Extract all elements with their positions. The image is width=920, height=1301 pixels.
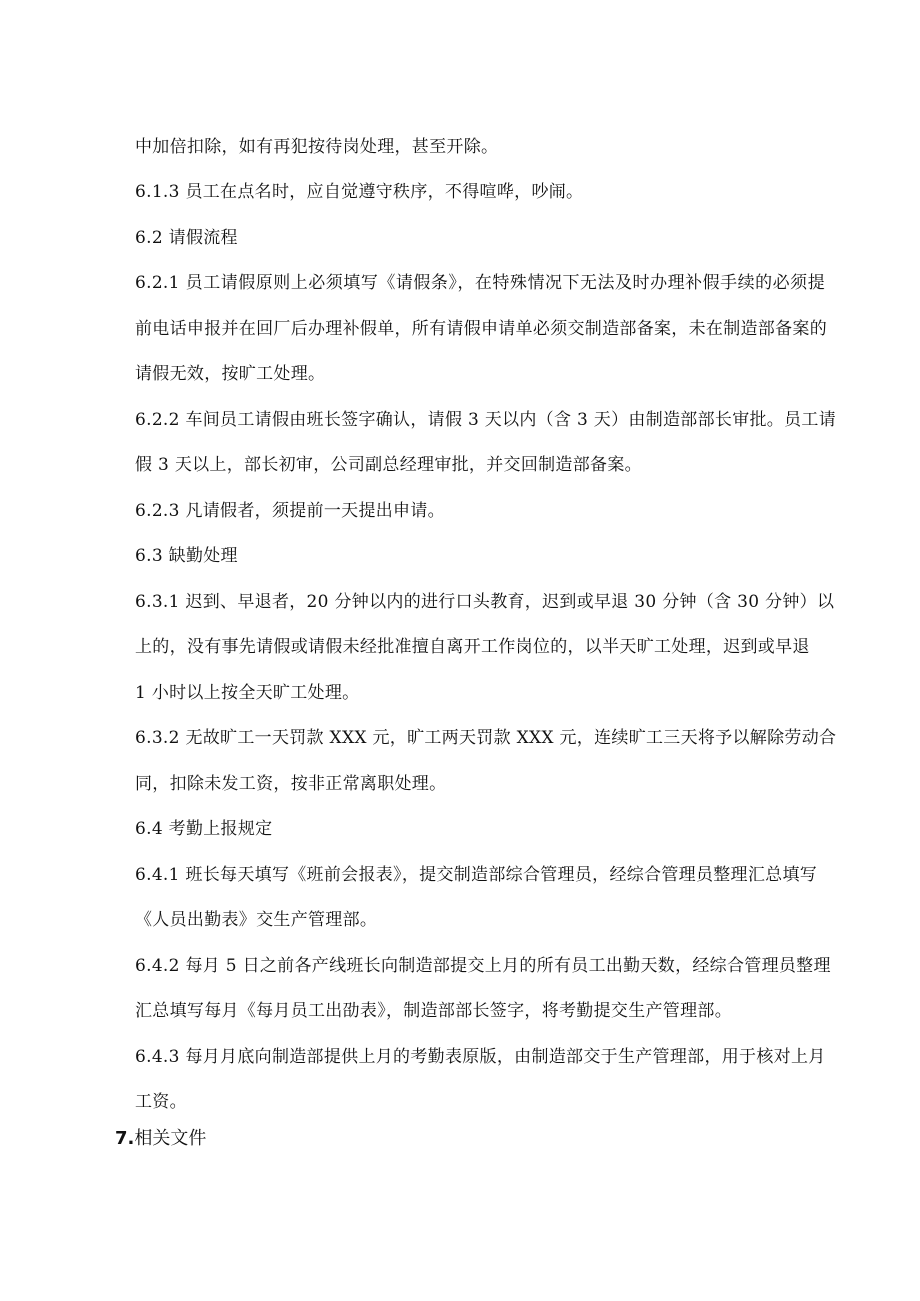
text-line: 假 3 天以上，部长初审，公司副总经理审批，并交回制造部备案。 [135, 455, 642, 475]
section-title: 相关文件 [134, 1128, 207, 1149]
text-line: 中加倍扣除，如有再犯按待岗处理，甚至开除。 [135, 137, 499, 157]
text-line: 汇总填写每月《每月员工出劭表》，制造部部长签字，将考勤提交生产管理部。 [135, 1001, 732, 1021]
text-line: 6.4.3 每月月底向制造部提供上月的考勤表原版，由制造部交于生产管理部，用于核对上月 [135, 1047, 826, 1067]
section-number: 7. [115, 1128, 135, 1149]
text-line: 前电话申报并在回厂后办理补假单，所有请假申请单必须交制造部备案，未在制造部备案的 [135, 319, 827, 339]
text-line: 6.3.2 无故旷工一天罚款 XXX 元，旷工两天罚款 XXX 元，连续旷工三天将予以解除劳动合 [135, 728, 837, 748]
text-line: 6.2.1 员工请假原则上必须填写《请假条》，在特殊情况下无法及时办理补假手续的必须提 [135, 273, 825, 293]
text-line: 工资。 [135, 1092, 187, 1112]
subsection-heading: 6.4 考勤上报规定 [135, 819, 273, 839]
text-line: 6.4.2 每月 5 日之前各产线班长向制造部提交上月的所有员工出勤天数，经综合管理员整理 [135, 956, 831, 976]
text-line: 上的，没有事先请假或请假未经批准擅自离开工作岗位的，以半天旷工处理，迟到或早退 [135, 637, 810, 657]
section-heading [115, 1128, 206, 1150]
text-line: 1 小时以上按全天旷工处理。 [135, 683, 360, 703]
subsection-heading: 6.2 请假流程 [135, 228, 238, 248]
text-line: 6.3.1 迟到、早退者，20 分钟以内的进行口头教育，迟到或早退 30 分钟（含 30 分钟）以 [135, 592, 835, 612]
text-line: 6.2.2 车间员工请假由班长签字确认，请假 3 天以内（含 3 天）由制造部部长审批。员工请 [135, 410, 837, 430]
text-line: 请假无效，按旷工处理。 [135, 364, 326, 384]
text-line: 6.2.3 凡请假者，须提前一天提出申请。 [135, 501, 445, 521]
text-line: 6.1.3 员工在点名时，应自觉遵守秩序，不得喧哗，吵闹。 [135, 182, 584, 202]
text-line: 同，扣除未发工资，按非正常离职处理。 [135, 774, 447, 794]
text-line: 《人员出勤表》交生产管理部。 [135, 910, 378, 930]
subsection-heading: 6.3 缺勤处理 [135, 546, 238, 566]
text-line: 6.4.1 班长每天填写《班前会报表》，提交制造部综合管理员，经综合管理员整理汇总填写 [135, 865, 818, 885]
